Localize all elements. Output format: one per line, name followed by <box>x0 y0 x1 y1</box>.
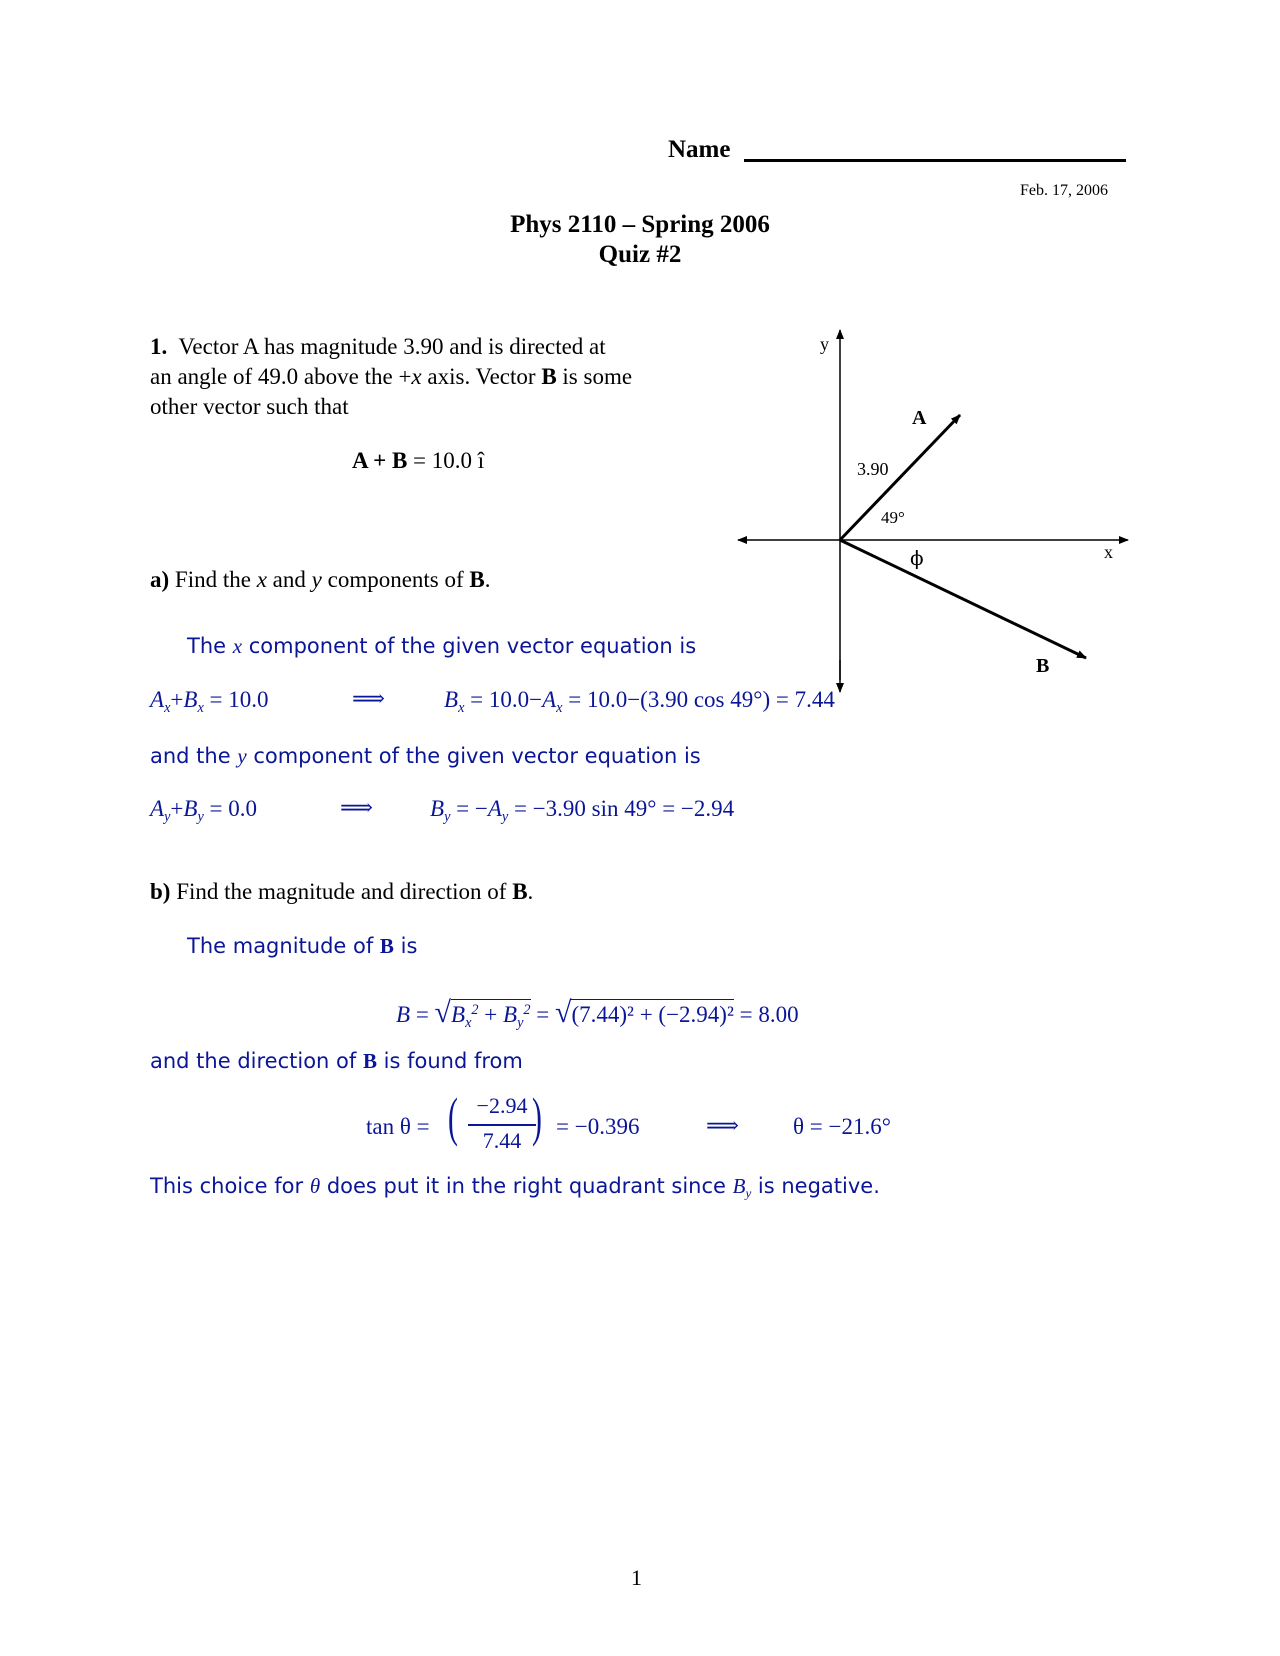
x-axis-label: x <box>1104 542 1113 562</box>
tan-rhs: = −0.396 <box>556 1114 640 1139</box>
x-intro-var: x <box>232 634 243 658</box>
fraction-bar <box>468 1124 536 1126</box>
part-b-q-pre: Find the magnitude and direction of <box>170 879 513 904</box>
problem-statement <box>150 332 632 422</box>
problem-line-2b: axis. Vector <box>421 364 542 389</box>
mag-intro-post: is <box>393 934 418 958</box>
y-eq-lhs-value: = 0.0 <box>209 796 257 821</box>
vector-equation-rhs: = 10.0 î <box>407 448 485 473</box>
problem-line-2-x: x <box>411 364 422 389</box>
quiz-date: Feb. 17, 2006 <box>1020 182 1108 199</box>
angle-label: 49° <box>881 508 905 527</box>
fraction-denominator: 7.44 <box>482 1128 522 1153</box>
dir-intro-B: B <box>362 1049 377 1073</box>
page-number: 1 <box>631 1565 642 1590</box>
part-b-question <box>150 877 533 907</box>
mag-intro-pre: The magnitude of <box>187 934 380 958</box>
problem-number: 1. <box>150 334 168 359</box>
y-intro-post: component of the given vector equation is <box>246 744 701 768</box>
part-b-label: b) <box>150 879 171 904</box>
part-b-q-end: . <box>527 879 534 904</box>
part-a-q-end: . <box>484 567 491 592</box>
magnitude-label: 3.90 <box>857 459 889 479</box>
conclusion-pre: This choice for <box>150 1174 310 1198</box>
y-implies-arrow: ⟹ <box>340 795 373 820</box>
part-a-label: a) <box>150 567 170 592</box>
y-eq-rhs-pre: = − <box>456 796 488 821</box>
mag-radicand-1: $B_x^2 + B_y^2$ <box>451 999 531 1027</box>
phi-label: ϕ <box>910 546 924 570</box>
vector-equation-lhs: A + B <box>352 448 408 473</box>
part-a-question <box>150 565 491 595</box>
conclusion-post: is negative. <box>751 1174 880 1198</box>
fraction-numerator: −2.94 <box>476 1093 528 1118</box>
mag-eq-eq2: = <box>530 1002 556 1027</box>
problem-line-2c: is some <box>556 364 633 389</box>
part-a-q-post: components of <box>321 567 470 592</box>
x-component-equation-lhs: $A_x+B_x = 10.0$ <box>150 687 269 716</box>
name-field-line <box>744 159 1126 162</box>
mag-intro-B: B <box>379 934 394 958</box>
magnitude-intro <box>187 934 417 959</box>
problem-line-1: Vector A has magnitude 3.90 and is directed at <box>178 334 606 359</box>
dir-intro-post: is found from <box>376 1049 523 1073</box>
vector-diagram <box>720 320 1140 720</box>
x-component-intro <box>187 634 696 659</box>
y-intro-pre: and the <box>150 744 238 768</box>
part-b-q-B: B <box>512 879 528 904</box>
y-axis-label: y <box>820 334 829 354</box>
theta-result: θ = −21.6° <box>793 1114 891 1139</box>
conclusion: This choice for θ does put it in the right quadrant since $B_y$ is negative. <box>150 1174 880 1201</box>
x-eq-rhs-pre: = 10.0− <box>470 687 543 712</box>
y-component-intro <box>150 744 701 769</box>
y-eq-rhs-value: = −3.90 sin 49° = −2.94 <box>513 796 735 821</box>
name-label: Name <box>668 136 731 163</box>
vector-a-label: A <box>912 407 927 429</box>
y-intro-var: y <box>237 744 247 768</box>
x-component-equation-rhs: $B_x = 10.0-A_x = 10.0-(3.90$ cos 49°) = 7.44 <box>444 687 835 716</box>
quiz-title: Quiz #2 <box>598 241 682 268</box>
mag-radicand-2: (7.44)² + (−2.94)² <box>571 999 733 1027</box>
problem-line-2-B: B <box>541 364 557 389</box>
tan-lhs: tan θ = <box>366 1114 430 1139</box>
right-paren: ) <box>532 1087 542 1147</box>
course-title: Phys 2110 – Spring 2006 <box>510 211 770 238</box>
conclusion-mid: does put it in the right quadrant since <box>320 1174 733 1198</box>
x-intro-pre: The <box>187 634 233 658</box>
mag-eq-B: B <box>396 1002 411 1027</box>
x-implies-arrow: ⟹ <box>352 686 385 711</box>
problem-line-3: other vector such that <box>150 394 349 419</box>
direction-intro <box>150 1049 523 1074</box>
y-component-equation-lhs: $A_y+B_y = 0.0$ <box>150 796 257 825</box>
vector-equation <box>352 448 484 474</box>
problem-line-2a: an angle of 49.0 above the + <box>150 364 412 389</box>
part-a-q-mid: and <box>266 567 312 592</box>
part-a-q-y: y <box>311 567 322 592</box>
mag-eq-result: = 8.00 <box>733 1002 799 1027</box>
magnitude-equation: $B = √B_x^2 + B_y^2 = √(7.44)^2 + (-2.94)^2 = 8.00$ <box>396 996 799 1031</box>
part-a-q-B: B <box>469 567 485 592</box>
vector-b-arrow <box>840 540 1086 658</box>
conclusion-theta: θ <box>309 1174 321 1198</box>
theta-implies-arrow: ⟹ <box>706 1113 739 1138</box>
dir-intro-pre: and the direction of <box>150 1049 363 1073</box>
mag-eq-eq1: = <box>410 1002 435 1027</box>
x-eq-lhs-value: = 10.0 <box>209 687 269 712</box>
vector-b-label: B <box>1036 655 1050 677</box>
left-paren: ( <box>448 1087 458 1147</box>
part-a-q-x: x <box>256 567 267 592</box>
x-intro-post: component of the given vector equation is <box>242 634 697 658</box>
y-component-equation-rhs: $B_y = -A_y = -3.90$ sin 49° = −2.94 <box>430 796 735 825</box>
x-eq-rhs-value: = 10.0−(3.90 cos 49°) = 7.44 <box>568 687 835 712</box>
part-a-q-pre: Find the <box>169 567 257 592</box>
